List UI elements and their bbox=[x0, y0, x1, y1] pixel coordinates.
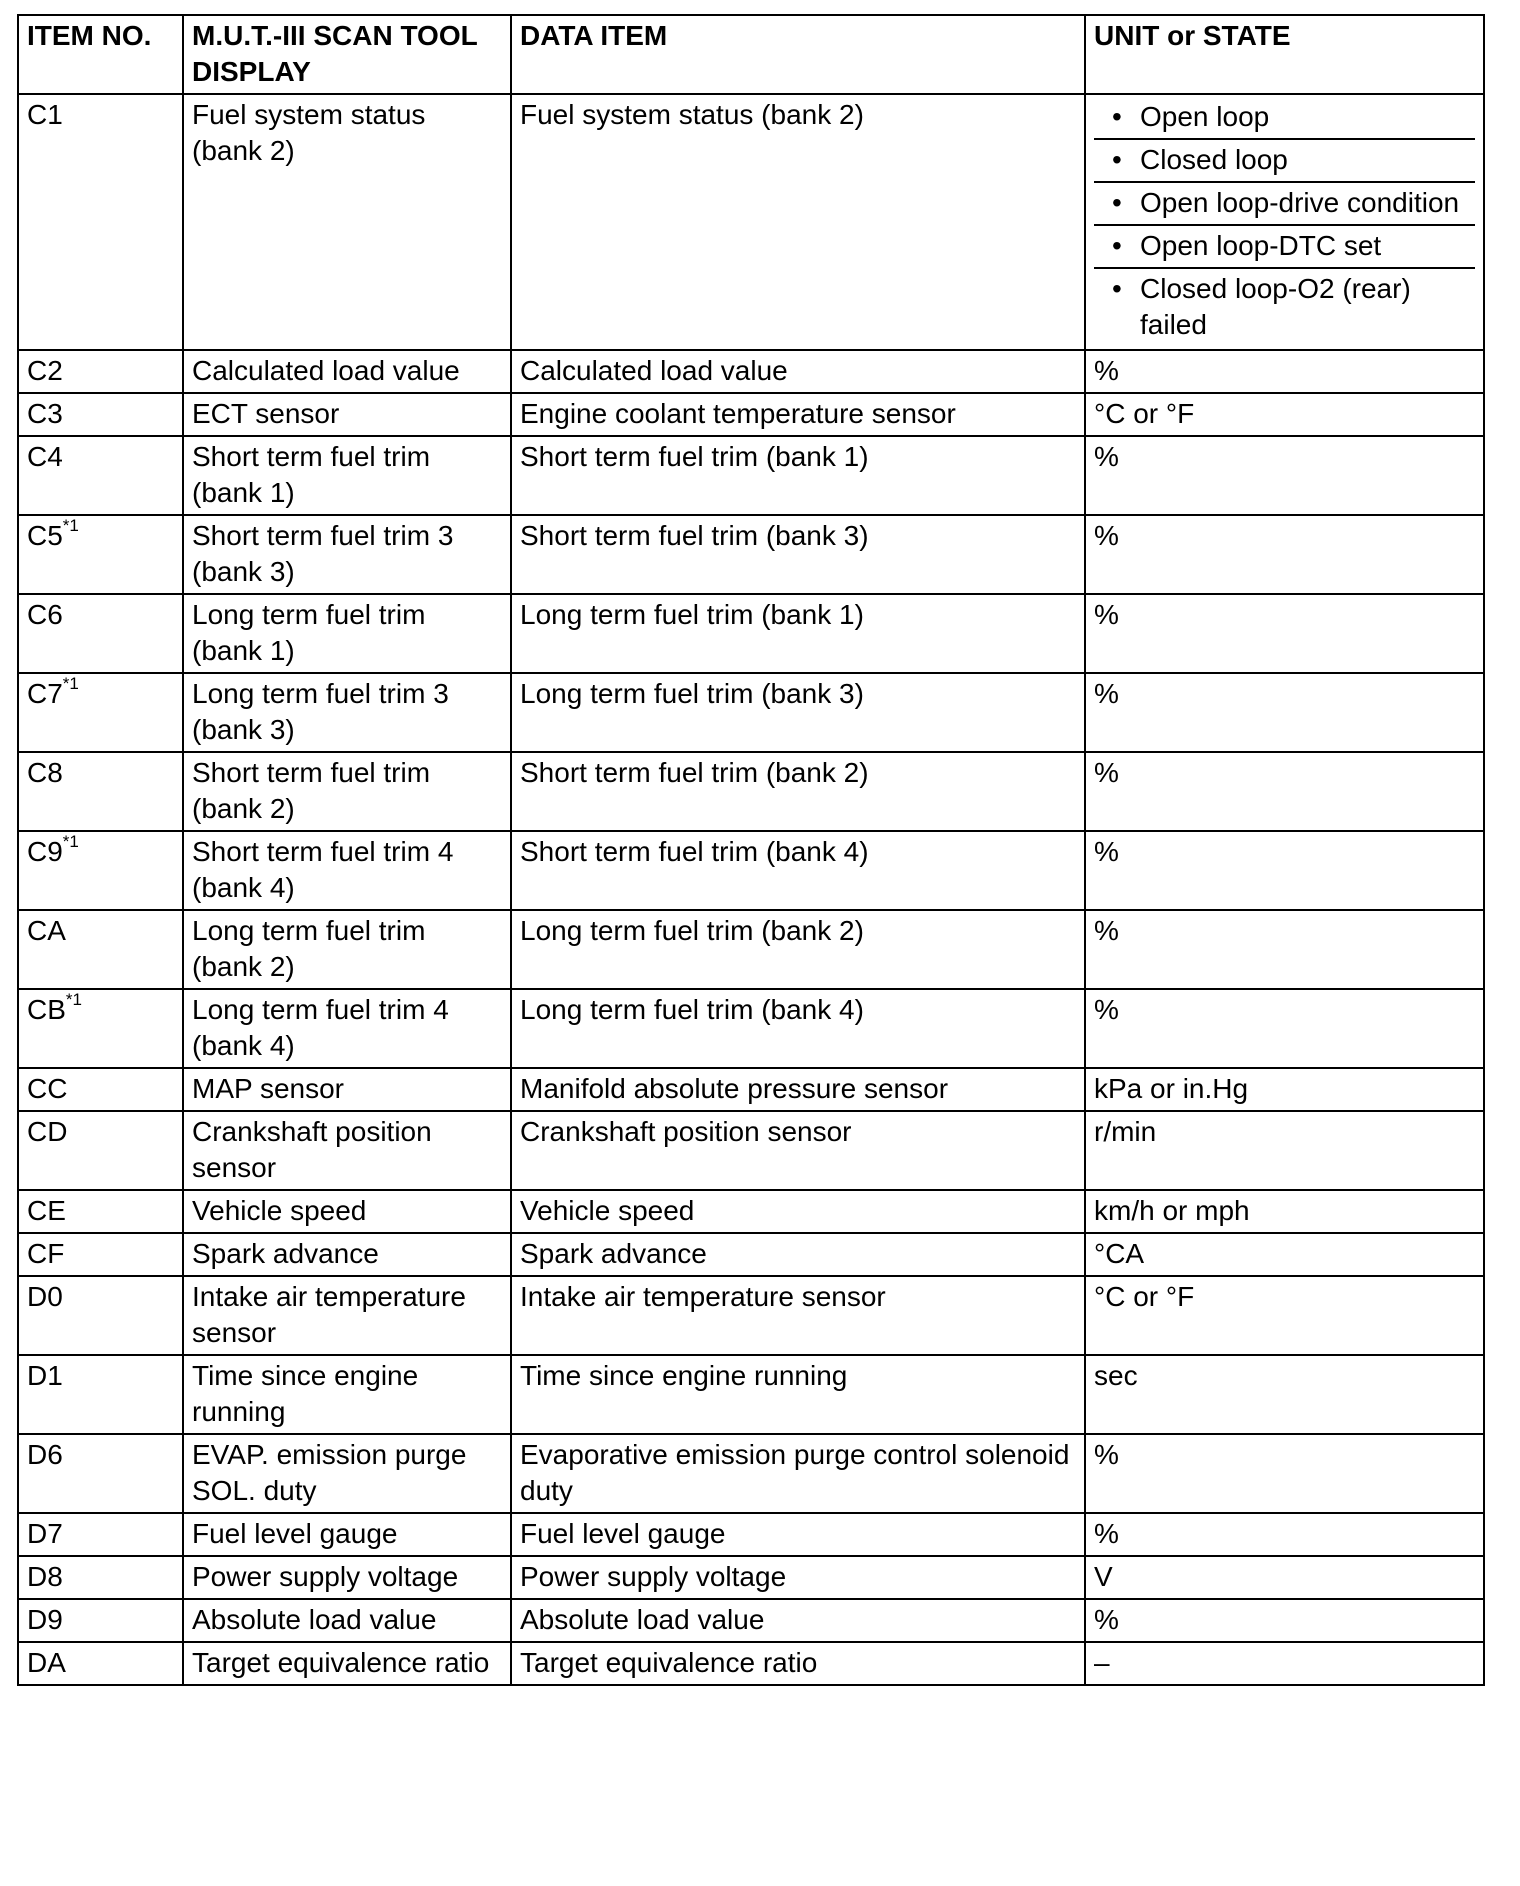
item-no: D6 bbox=[27, 1439, 63, 1470]
item-no-cell bbox=[18, 515, 183, 594]
item-no-cell bbox=[18, 1556, 183, 1599]
item-no-cell bbox=[18, 1599, 183, 1642]
scan-tool-display-cell: Time since engine running bbox=[183, 1355, 511, 1434]
state-item bbox=[1094, 269, 1475, 346]
item-no: CA bbox=[27, 915, 66, 946]
scan-tool-display-cell: Long term fuel trim 4 (bank 4) bbox=[183, 989, 511, 1068]
unit-cell: % bbox=[1085, 831, 1484, 910]
item-no-cell bbox=[18, 1276, 183, 1355]
data-item-cell: Engine coolant temperature sensor bbox=[511, 393, 1085, 436]
table-row bbox=[18, 673, 1484, 752]
unit-cell: °C or °F bbox=[1085, 1276, 1484, 1355]
footnote-marker: *1 bbox=[65, 989, 82, 1009]
data-item-cell: Evaporative emission purge control solenoid duty bbox=[511, 1434, 1085, 1513]
item-no: DA bbox=[27, 1647, 66, 1678]
unit-cell: % bbox=[1085, 910, 1484, 989]
item-no: CF bbox=[27, 1238, 65, 1269]
item-no: C2 bbox=[27, 355, 63, 386]
data-item-cell: Power supply voltage bbox=[511, 1556, 1085, 1599]
item-no: CD bbox=[27, 1116, 68, 1147]
bullet-icon: • bbox=[1112, 230, 1122, 261]
table-row bbox=[18, 1233, 1484, 1276]
table-header bbox=[18, 15, 1484, 94]
item-no: C6 bbox=[27, 599, 63, 630]
data-item-cell: Long term fuel trim (bank 4) bbox=[511, 989, 1085, 1068]
scan-tool-display-cell: Calculated load value bbox=[183, 350, 511, 393]
data-item-cell: Short term fuel trim (bank 2) bbox=[511, 752, 1085, 831]
data-item-cell: Fuel system status (bank 2) bbox=[511, 94, 1085, 350]
data-item-cell: Short term fuel trim (bank 3) bbox=[511, 515, 1085, 594]
item-no: D7 bbox=[27, 1518, 63, 1549]
item-no: CE bbox=[27, 1195, 66, 1226]
item-no-cell bbox=[18, 1233, 183, 1276]
table-row bbox=[18, 1556, 1484, 1599]
scan-tool-display-cell: Vehicle speed bbox=[183, 1190, 511, 1233]
scan-tool-display-cell: Crankshaft position sensor bbox=[183, 1111, 511, 1190]
item-no-cell bbox=[18, 1190, 183, 1233]
unit-cell: % bbox=[1085, 1434, 1484, 1513]
unit-cell: % bbox=[1085, 752, 1484, 831]
footnote-marker: *1 bbox=[62, 831, 79, 851]
header-item-no: ITEM NO. bbox=[18, 15, 183, 94]
unit-cell: % bbox=[1085, 594, 1484, 673]
data-item-cell: Target equivalence ratio bbox=[511, 1642, 1085, 1685]
scan-tool-display-cell: EVAP. emission purge SOL. duty bbox=[183, 1434, 511, 1513]
unit-cell: km/h or mph bbox=[1085, 1190, 1484, 1233]
table-row bbox=[18, 515, 1484, 594]
item-no: C4 bbox=[27, 441, 63, 472]
scan-tool-display-cell: Short term fuel trim (bank 2) bbox=[183, 752, 511, 831]
state-item bbox=[1094, 183, 1475, 226]
unit-cell: r/min bbox=[1085, 1111, 1484, 1190]
scan-tool-display-cell: Fuel level gauge bbox=[183, 1513, 511, 1556]
data-item-cell: Crankshaft position sensor bbox=[511, 1111, 1085, 1190]
item-no: C7 bbox=[27, 678, 63, 709]
item-no-cell bbox=[18, 1642, 183, 1685]
header-unit-or-state: UNIT or STATE bbox=[1085, 15, 1484, 94]
table-row bbox=[18, 436, 1484, 515]
item-no-cell bbox=[18, 989, 183, 1068]
state-label: Open loop-DTC set bbox=[1140, 230, 1382, 261]
state-label: Open loop bbox=[1140, 101, 1270, 132]
unit-cell: V bbox=[1085, 1556, 1484, 1599]
item-no-cell bbox=[18, 1111, 183, 1190]
scan-tool-display-cell: Short term fuel trim 4 (bank 4) bbox=[183, 831, 511, 910]
unit-cell: % bbox=[1085, 1513, 1484, 1556]
item-no: D9 bbox=[27, 1604, 63, 1635]
table-row bbox=[18, 910, 1484, 989]
unit-cell: % bbox=[1085, 515, 1484, 594]
item-no: C9 bbox=[27, 836, 63, 867]
item-no: D1 bbox=[27, 1360, 63, 1391]
state-label: Closed loop-O2 (rear) failed bbox=[1140, 273, 1411, 340]
table-row bbox=[18, 350, 1484, 393]
scan-tool-display-cell: Short term fuel trim (bank 1) bbox=[183, 436, 511, 515]
scan-tool-data-table bbox=[17, 14, 1485, 1686]
table-row bbox=[18, 1355, 1484, 1434]
scan-tool-display-cell: Intake air temperature sensor bbox=[183, 1276, 511, 1355]
item-no-cell bbox=[18, 673, 183, 752]
item-no-cell bbox=[18, 1434, 183, 1513]
state-item bbox=[1094, 226, 1475, 269]
item-no-cell bbox=[18, 831, 183, 910]
scan-tool-display-cell: Power supply voltage bbox=[183, 1556, 511, 1599]
table-row bbox=[18, 1111, 1484, 1190]
data-item-cell: Absolute load value bbox=[511, 1599, 1085, 1642]
item-no: CB bbox=[27, 994, 66, 1025]
data-item-cell: Calculated load value bbox=[511, 350, 1085, 393]
item-no-cell bbox=[18, 752, 183, 831]
header-scan-tool-display: M.U.T.-III SCAN TOOL DISPLAY bbox=[183, 15, 511, 94]
unit-cell: °CA bbox=[1085, 1233, 1484, 1276]
unit-cell: kPa or in.Hg bbox=[1085, 1068, 1484, 1111]
scan-tool-display-cell: Long term fuel trim (bank 2) bbox=[183, 910, 511, 989]
state-label: Closed loop bbox=[1140, 144, 1288, 175]
unit-cell: – bbox=[1085, 1642, 1484, 1685]
item-no: C5 bbox=[27, 520, 63, 551]
scan-tool-display-cell: Short term fuel trim 3 (bank 3) bbox=[183, 515, 511, 594]
scan-tool-display-cell: ECT sensor bbox=[183, 393, 511, 436]
scan-tool-display-cell: Spark advance bbox=[183, 1233, 511, 1276]
table-row-fuel-system bbox=[18, 94, 1484, 350]
scan-tool-display-cell: Long term fuel trim 3 (bank 3) bbox=[183, 673, 511, 752]
item-no-cell bbox=[18, 1068, 183, 1111]
data-item-cell: Short term fuel trim (bank 1) bbox=[511, 436, 1085, 515]
scan-tool-display-cell: MAP sensor bbox=[183, 1068, 511, 1111]
unit-cell: % bbox=[1085, 989, 1484, 1068]
table-row bbox=[18, 752, 1484, 831]
header-row bbox=[18, 15, 1484, 94]
data-item-cell: Spark advance bbox=[511, 1233, 1085, 1276]
state-item bbox=[1094, 140, 1475, 183]
item-no: CC bbox=[27, 1073, 68, 1104]
data-item-cell: Time since engine running bbox=[511, 1355, 1085, 1434]
item-no: C8 bbox=[27, 757, 63, 788]
table-row bbox=[18, 1190, 1484, 1233]
item-no-cell: C1 bbox=[18, 94, 183, 350]
table-row bbox=[18, 1513, 1484, 1556]
table-body bbox=[18, 94, 1484, 1685]
table-row bbox=[18, 393, 1484, 436]
item-no-cell bbox=[18, 393, 183, 436]
data-item-cell: Fuel level gauge bbox=[511, 1513, 1085, 1556]
item-no-cell bbox=[18, 594, 183, 673]
unit-cell: % bbox=[1085, 673, 1484, 752]
header-data-item: DATA ITEM bbox=[511, 15, 1085, 94]
item-no-cell bbox=[18, 1355, 183, 1434]
item-no-cell bbox=[18, 350, 183, 393]
unit-cell: % bbox=[1085, 436, 1484, 515]
item-no-cell bbox=[18, 436, 183, 515]
item-no: C3 bbox=[27, 398, 63, 429]
data-item-cell: Long term fuel trim (bank 1) bbox=[511, 594, 1085, 673]
table-row bbox=[18, 831, 1484, 910]
scan-tool-display-cell: Absolute load value bbox=[183, 1599, 511, 1642]
table-row bbox=[18, 989, 1484, 1068]
bullet-icon: • bbox=[1112, 273, 1122, 304]
unit-cell: % bbox=[1085, 1599, 1484, 1642]
item-no: D0 bbox=[27, 1281, 63, 1312]
data-item-cell: Manifold absolute pressure sensor bbox=[511, 1068, 1085, 1111]
table-row bbox=[18, 1276, 1484, 1355]
data-item-cell: Short term fuel trim (bank 4) bbox=[511, 831, 1085, 910]
item-no: D8 bbox=[27, 1561, 63, 1592]
state-list bbox=[1094, 97, 1475, 346]
scan-tool-display-cell: Fuel system status (bank 2) bbox=[183, 94, 511, 350]
unit-cell: °C or °F bbox=[1085, 393, 1484, 436]
bullet-icon: • bbox=[1112, 187, 1122, 218]
unit-cell: % bbox=[1085, 350, 1484, 393]
data-item-cell: Long term fuel trim (bank 2) bbox=[511, 910, 1085, 989]
table-row bbox=[18, 594, 1484, 673]
data-item-cell: Vehicle speed bbox=[511, 1190, 1085, 1233]
scan-tool-display-cell: Long term fuel trim (bank 1) bbox=[183, 594, 511, 673]
bullet-icon: • bbox=[1112, 144, 1122, 175]
table-row bbox=[18, 1434, 1484, 1513]
footnote-marker: *1 bbox=[62, 673, 79, 693]
footnote-marker: *1 bbox=[62, 515, 79, 535]
state-item bbox=[1094, 97, 1475, 140]
scan-tool-display-cell: Target equivalence ratio bbox=[183, 1642, 511, 1685]
table-row bbox=[18, 1599, 1484, 1642]
table-row bbox=[18, 1068, 1484, 1111]
unit-cell: sec bbox=[1085, 1355, 1484, 1434]
item-no-cell bbox=[18, 1513, 183, 1556]
state-label: Open loop-drive condition bbox=[1140, 187, 1460, 218]
data-item-cell: Intake air temperature sensor bbox=[511, 1276, 1085, 1355]
bullet-icon: • bbox=[1112, 101, 1122, 132]
state-list-cell bbox=[1085, 94, 1484, 350]
table-row bbox=[18, 1642, 1484, 1685]
item-no-cell bbox=[18, 910, 183, 989]
data-item-cell: Long term fuel trim (bank 3) bbox=[511, 673, 1085, 752]
